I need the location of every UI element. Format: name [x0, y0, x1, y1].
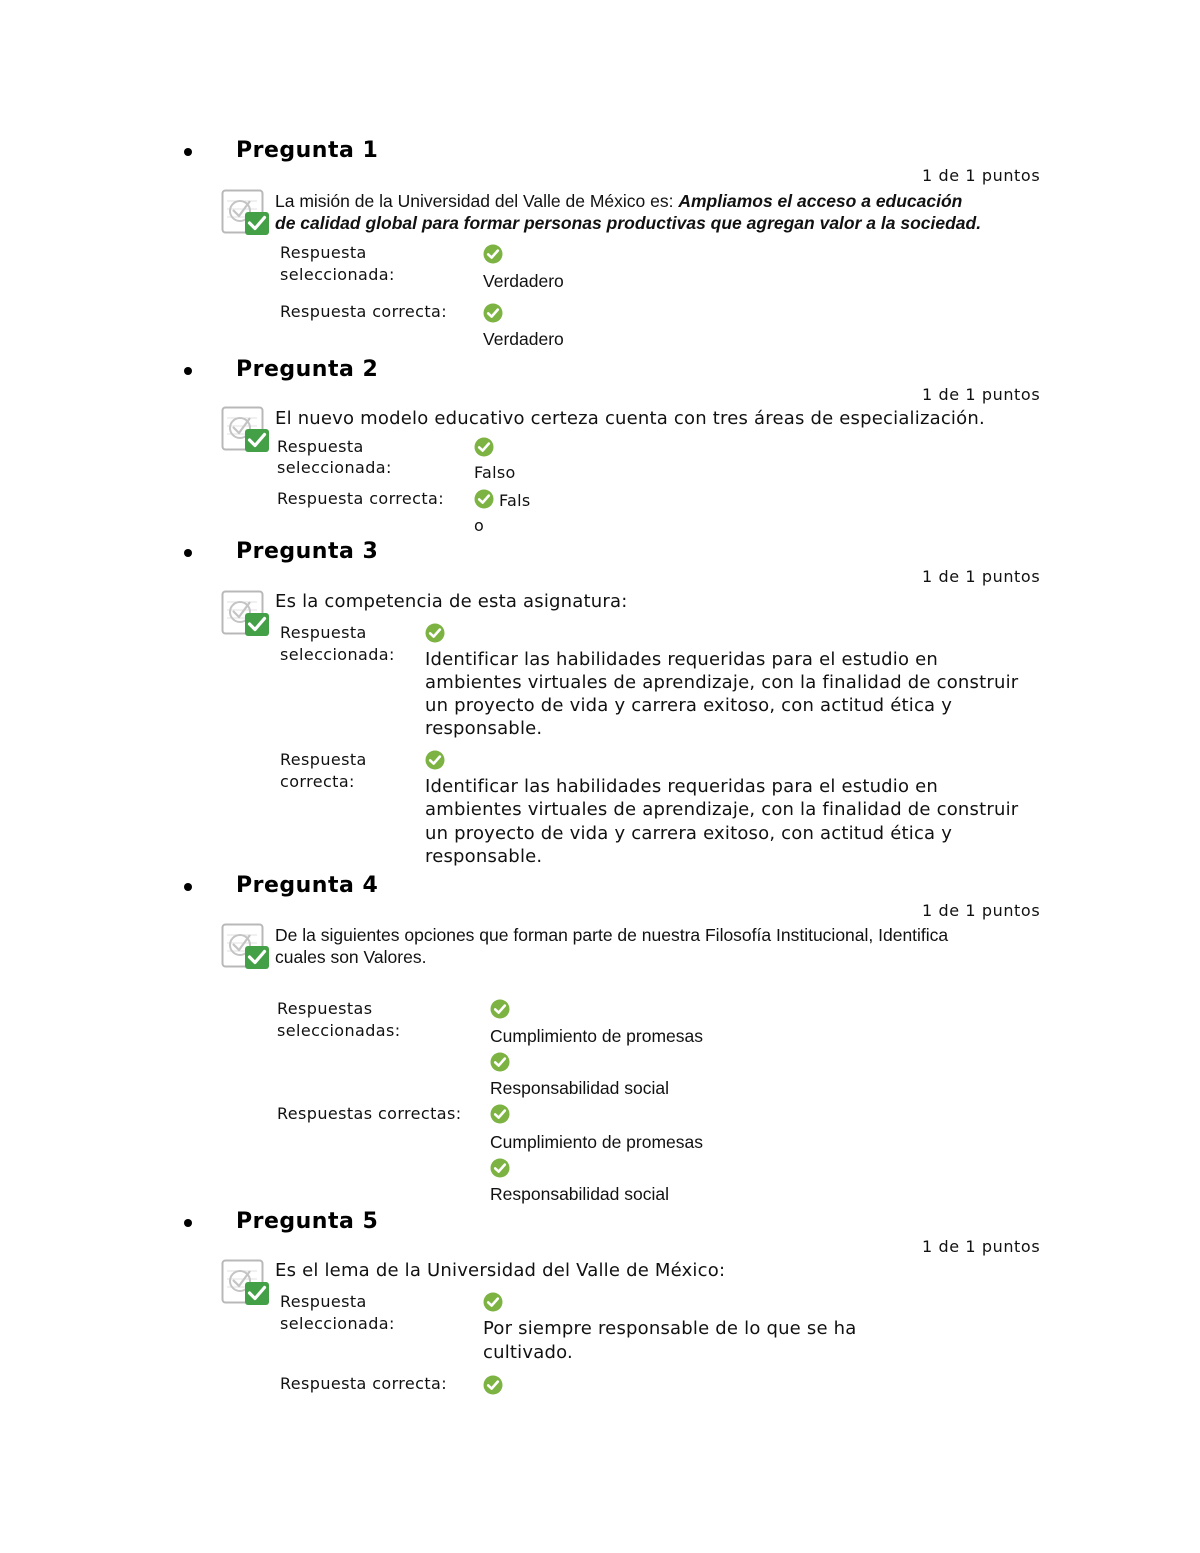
bullet — [184, 148, 192, 156]
correct-answer-line: Identificar las habilidades requeridas para el estudio en — [425, 776, 939, 797]
question-2-points: 1 de 1 puntos — [922, 385, 1041, 404]
correct-answer: Verdadero — [483, 329, 564, 349]
graded-correct-icon — [221, 590, 271, 638]
selected-answer-label-line-2: seleccionada: — [277, 458, 392, 477]
selected-answer: Cumplimiento de promesas — [490, 1026, 704, 1046]
selected-answer: Falso — [474, 463, 516, 482]
selected-answer-label-line-2: seleccionada: — [280, 265, 395, 284]
selected-answer: Responsabilidad social — [490, 1078, 669, 1098]
bullet — [184, 367, 192, 375]
selected-answer-label: Respuesta — [280, 623, 367, 642]
selected-answer-line-2: cultivado. — [483, 1342, 573, 1363]
correct-answer-line: un proyecto de vida y carrera exitoso, con actitud ética y — [425, 823, 953, 844]
question-2-text: El nuevo modelo educativo certeza cuenta con tres áreas de especialización. — [275, 408, 985, 429]
selected-answer-line: Identificar las habilidades requeridas para el estudio en — [425, 649, 939, 670]
correct-answer-label: Respuesta correcta: — [277, 489, 445, 508]
graded-correct-icon — [221, 406, 271, 454]
check-circle-icon — [474, 489, 494, 509]
question-4-text: De la siguientes opciones que forman parte de nuestra Filosofía Institucional, Identifica — [275, 925, 949, 945]
question-4-title: Pregunta 4 — [236, 873, 379, 898]
check-circle-icon — [490, 999, 510, 1019]
question-1-title: Pregunta 1 — [236, 138, 379, 163]
graded-correct-icon — [221, 189, 271, 237]
correct-answer-label: Respuesta — [280, 750, 367, 769]
question-5-text: Es el lema de la Universidad del Valle de México: — [275, 1260, 726, 1281]
selected-answer-label-line-2: seleccionada: — [280, 1314, 395, 1333]
selected-answer-label: Respuesta — [280, 1292, 367, 1311]
correct-answer: Cumplimiento de promesas — [490, 1132, 704, 1152]
check-circle-icon — [483, 1292, 503, 1312]
question-3-points: 1 de 1 puntos — [922, 567, 1041, 586]
question-1-points: 1 de 1 puntos — [922, 166, 1041, 185]
check-circle-icon — [490, 1052, 510, 1072]
check-circle-icon — [490, 1158, 510, 1178]
question-1-text-line-2: de calidad global para formar personas productivas que agregan valor a la sociedad. — [275, 213, 982, 233]
selected-answer-line: responsable. — [425, 718, 543, 739]
selected-answer-label: Respuesta — [277, 437, 364, 456]
correct-answer-label-line-2: correcta: — [280, 772, 355, 791]
bullet — [184, 883, 192, 891]
selected-answer-line: ambientes virtuales de aprendizaje, con la finalidad de construir — [425, 672, 1019, 693]
selected-answer-line: Por siempre responsable de lo que se ha — [483, 1318, 857, 1339]
question-5-points: 1 de 1 puntos — [922, 1237, 1041, 1256]
check-circle-icon — [474, 437, 494, 457]
correct-answer-line-2: o — [474, 516, 485, 535]
correct-answer-label: Respuesta correcta: — [280, 302, 448, 321]
correct-answer: Responsabilidad social — [490, 1184, 669, 1204]
check-circle-icon — [483, 303, 503, 323]
question-3-text: Es la competencia de esta asignatura: — [275, 591, 628, 612]
selected-answers-label-line-2: seleccionadas: — [277, 1021, 401, 1040]
check-circle-icon — [490, 1104, 510, 1124]
question-1-text — [275, 190, 962, 212]
check-circle-icon — [483, 1375, 503, 1395]
check-circle-icon — [425, 623, 445, 643]
question-4-text-line-2: cuales son Valores. — [275, 947, 427, 967]
selected-answer-line: un proyecto de vida y carrera exitoso, con actitud ética y — [425, 695, 953, 716]
correct-answer: Fals — [499, 491, 531, 510]
bullet — [184, 1219, 192, 1227]
correct-answer-label: Respuesta correcta: — [280, 1374, 448, 1393]
selected-answer-label: Respuesta — [280, 243, 367, 262]
graded-correct-icon — [221, 1259, 271, 1307]
question-1-text-prefix: La misión de la Universidad del Valle de México es: — [275, 191, 679, 211]
graded-correct-icon — [221, 923, 271, 971]
question-3-title: Pregunta 3 — [236, 539, 379, 564]
correct-answers-label: Respuestas correctas: — [277, 1104, 462, 1123]
selected-answers-label: Respuestas — [277, 999, 373, 1018]
correct-answer-line: ambientes virtuales de aprendizaje, con la finalidad de construir — [425, 799, 1019, 820]
check-circle-icon — [483, 244, 503, 264]
correct-answer-line: responsable. — [425, 846, 543, 867]
bullet — [184, 549, 192, 557]
selected-answer: Verdadero — [483, 271, 564, 291]
check-circle-icon — [425, 750, 445, 770]
question-4-points: 1 de 1 puntos — [922, 901, 1041, 920]
selected-answer-label-line-2: seleccionada: — [280, 645, 395, 664]
question-1-text-emphasis: Ampliamos el acceso a educación — [678, 191, 963, 211]
question-2-title: Pregunta 2 — [236, 357, 379, 382]
question-5-title: Pregunta 5 — [236, 1209, 379, 1234]
